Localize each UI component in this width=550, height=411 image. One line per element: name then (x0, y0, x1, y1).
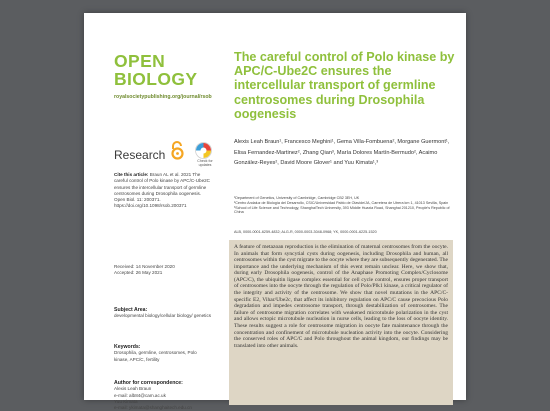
received-date: Received: 14 November 2020 (114, 264, 175, 269)
keywords-text: Drosophila, germline, centrosomes, Polo kinase, APC/C, fertility (114, 350, 197, 362)
crossmark-icon[interactable] (195, 142, 212, 159)
affiliation-3: ³School of Life Science and Technology, ShanghaiTech University, 393 Middle Huaxia Road, Shanghai 201210, People's Republic of China (234, 205, 450, 215)
dates-block (114, 264, 212, 277)
journal-page (84, 13, 466, 411)
correspondent-name-1: Alexis Leah Braun (114, 386, 152, 392)
affiliations (234, 196, 456, 215)
correspondent-name-2: Yuu Kimata (114, 398, 138, 404)
keywords-header: Keywords: (114, 344, 141, 350)
accepted-date: Accepted: 26 May 2021 (114, 270, 163, 276)
journal-website-link[interactable]: royalsocietypublishing.org/journal/rsob (114, 94, 212, 100)
subject-text: developmental biology/cellular biology/ genetics (114, 313, 212, 319)
orcid-line: ALB, 0000-0001-6259-4832; ALG-R, 0000-0003-3048-0968; YK, 0000-0001-6225-1520 (234, 230, 377, 234)
correspondence-block (114, 380, 212, 411)
logo-line-open: OPEN (114, 51, 166, 71)
affiliation-2: ²Centro Andaluz de Biología del Desarrollo, CSIC/Universidad Pablo de Olavide/JA, Carretera de Utrera km 1, 41013 Sevilla, Spain (234, 200, 449, 205)
journal-logo (114, 52, 198, 88)
subject-block (114, 307, 212, 320)
citation-block (114, 172, 212, 210)
correspondent-email-1[interactable]: e-mail: alb84@cam.ac.uk (114, 392, 166, 398)
author-list: Alexis Leah Braun¹, Francesco Meghini¹, Gema Villa-Fombuena², Morgane Guermont¹, Elisa Fernandez-Martinez², Zhang Qian³, María Dolores Martín-Bermudo², Acaimo González-Reyes², David Moore Glover¹ and Yuu Kimata¹,³ (234, 139, 450, 167)
open-access-icon (169, 141, 186, 160)
correspondent-email-2[interactable]: e-mail: ykimata@shanghaitech.edu.cn (114, 405, 192, 411)
abstract-box: A feature of metazoan reproduction is the elimination of maternal centrosomes from the oocyte. In animals that form syncytial cysts during oogenesis, including Drosophila and human, all centrosomes within the cyst migrate to the oocyte where they are subsequently degenerated. The importance and the underlying mechanism of this event remain unclear. Here, we show that, during early Drosophila oogenesis, control of the Anaphase Promoting Complex/Cyclosome (APC/C), the ubiquitin ligase complex essential for cell cycle control, ensures proper transport of centrosomes into the oocyte through the regulation of Polo/Plk1 kinase, a critical regulator of the integrity and activity of the centrosome. We show that novel mutations in the APC/C-specific E2, Vihar/Ube2c, that affect its inhibitory regulation on APC/C cause precocious Polo degradation and impedes centrosome transport, through destabilization of centrosomes. The failure of centrosome migration correlates with weakened microtubule polarization in the cyst and allows ectopic microtubule nucleation in nurse cells, leading to the loss of oocyte identity. These results suggest a role for centrosome migration in oocyte fate maintenance through the concentration and confinement of microtubule nucleation activity into the oocyte. Considering the conserved roles of APC/C and Polo throughout the animal kingdom, our findings may be translated into other animals. (229, 240, 453, 405)
subject-header: Subject Area: (114, 307, 148, 313)
affiliation-1: ¹Department of Genetics, University of Cambridge, Cambridge CB2 3EH, UK (234, 196, 360, 200)
citation-text: Braun AL et al. 2021 The careful control of Polo kinase by APC/C-Ube2C ensures the intercellular transport of germline centrosomes during Drosophila oogenesis. Open Biol. 11: 200371. https://doi.org/10.1098/rsob.200371 (114, 172, 211, 209)
crossmark-label: Check for updates (197, 159, 213, 167)
section-label: Research (114, 148, 166, 162)
correspondence-header: Author for correspondence: (114, 380, 183, 386)
keywords-block (114, 344, 212, 363)
article-title: The careful control of Polo kinase by APC/C-Ube2C ensures the intercellular transport of germline centrosomes during Drosophila oogenesis (234, 50, 455, 121)
citation-label: Cite this article: (114, 172, 149, 177)
logo-line-biology: BIOLOGY (114, 69, 198, 89)
